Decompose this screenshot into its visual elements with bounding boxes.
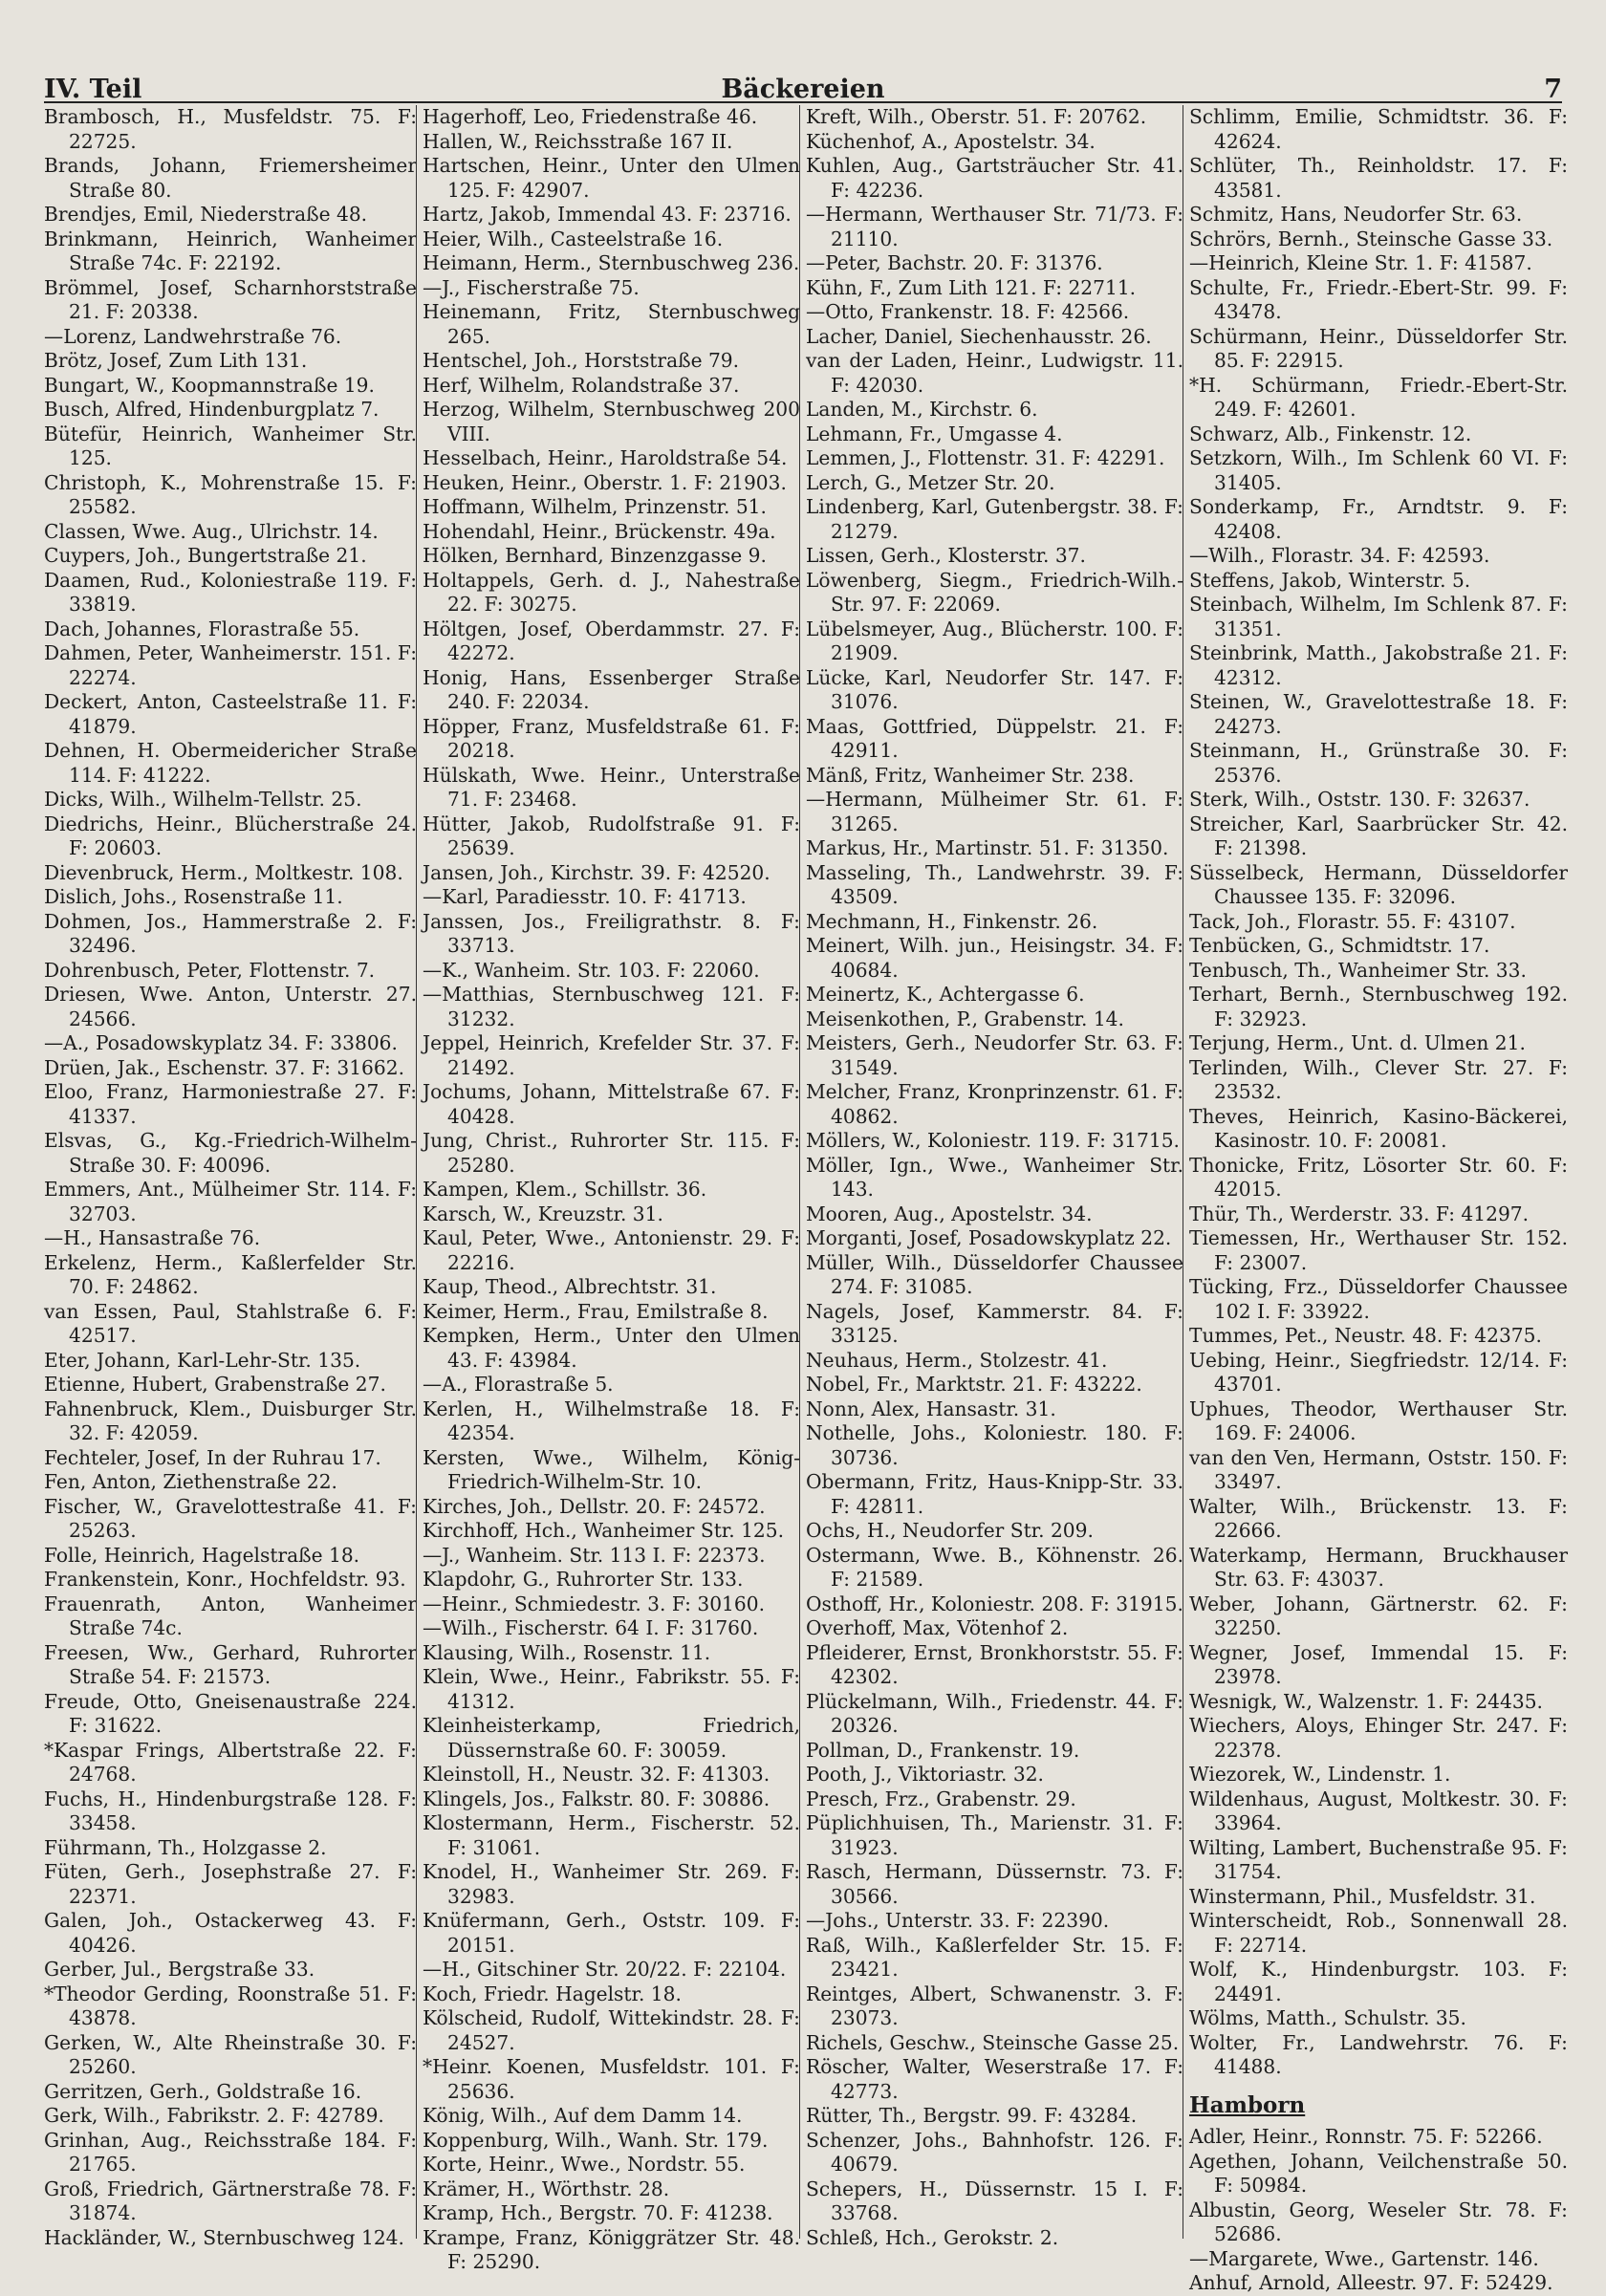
directory-entry: Fahnenbruck, Klem., Duisburger Str. 32. F: 42059. [44, 1397, 417, 1444]
directory-entry: Müller, Wilh., Düsseldorfer Chaussee 274. F: 31085. [806, 1250, 1183, 1298]
directory-entry: Walter, Wilh., Brückenstr. 13. F: 22666. [1189, 1494, 1568, 1542]
directory-entry: *H. Schürmann, Friedr.-Ebert-Str. 249. F: 42601. [1189, 373, 1568, 421]
directory-entry: van der Laden, Heinr., Ludwigstr. 11. F: 42030. [806, 349, 1183, 397]
directory-entry: Plückelmann, Wilh., Friedenstr. 44. F: 20326. [806, 1689, 1183, 1737]
directory-entry: Elsvas, G., Kg.-Friedrich-Wilhelm-Straße 30. F: 40096. [44, 1129, 417, 1177]
directory-entry: Jung, Christ., Ruhrorter Str. 115. F: 25280. [423, 1129, 800, 1177]
directory-entry: Kühn, F., Zum Lith 121. F: 22711. [806, 275, 1137, 299]
directory-entry: Nobel, Fr., Marktstr. 21. F: 43222. [806, 1373, 1142, 1396]
directory-entry: Fechteler, Josef, In der Ruhrau 17. [44, 1445, 381, 1469]
directory-entry: Rütter, Th., Bergstr. 99. F: 43284. [806, 2104, 1138, 2127]
directory-entry: Grinhan, Aug., Reichsstraße 184. F: 21765. [44, 2128, 417, 2176]
directory-entry: Heier, Wilh., Casteelstraße 16. [423, 227, 724, 250]
directory-entry: Pollman, D., Frankenstr. 19. [806, 1738, 1080, 1762]
directory-entry: Hohendahl, Heinr., Brückenstr. 49a. [423, 519, 776, 543]
directory-entry: —Lorenz, Landwehrstraße 76. [44, 324, 342, 348]
directory-entry: Tenbusch, Th., Wanheimer Str. 33. [1189, 958, 1527, 982]
directory-entry: —Peter, Bachstr. 20. F: 31376. [806, 251, 1103, 274]
column-1 [44, 105, 417, 2249]
directory-entry: Brömmel, Josef, Scharnhorststraße 21. F: 20338. [44, 275, 417, 323]
column-divider [799, 105, 800, 2239]
directory-entry: Freesen, Ww., Gerhard, Ruhrorter Straße 54. F: 21573. [44, 1640, 417, 1688]
directory-entry: Richels, Geschw., Steinsche Gasse 25. [806, 2030, 1180, 2054]
directory-entry: Diedrichs, Heinr., Blücherstraße 24. F: 20603. [44, 812, 417, 859]
directory-entry: Winstermann, Phil., Musfeldstr. 31. [1189, 1884, 1536, 1908]
directory-entry: Bütefür, Heinrich, Wanheimer Str. 125. [44, 422, 417, 469]
directory-entry: Heinemann, Fritz, Sternbuschweg 265. [423, 300, 800, 348]
directory-entry: Hütter, Jakob, Rudolfstraße 91. F: 25639. [423, 812, 800, 859]
directory-entry: Führmann, Th., Holzgasse 2. [44, 1835, 327, 1859]
directory-entry: Albustin, Georg, Weseler Str. 78. F: 52686. [1189, 2198, 1568, 2245]
directory-entry: Schenzer, Johs., Bahnhofstr. 126. F: 40679. [806, 2128, 1183, 2176]
directory-entry: Ochs, H., Neudorfer Str. 209. [806, 1519, 1094, 1542]
directory-entry: Erkelenz, Herm., Kaßlerfelder Str. 70. F: 24862. [44, 1250, 417, 1298]
directory-entry: Meinert, Wilh. jun., Heisingstr. 34. F: 40684. [806, 934, 1183, 982]
directory-entry: Wesnigk, W., Walzenstr. 1. F: 24435. [1189, 1689, 1543, 1713]
directory-entry: Uebing, Heinr., Siegfriedstr. 12/14. F: 43701. [1189, 1348, 1568, 1396]
directory-entry: Mooren, Aug., Apostelstr. 34. [806, 1202, 1093, 1225]
directory-entry: Driesen, Wwe. Anton, Unterstr. 27. 24566. [44, 983, 417, 1030]
directory-entry: Sterk, Wilh., Oststr. 130. F: 32637. [1189, 788, 1530, 811]
directory-entry: Pfleiderer, Ernst, Bronkhorststr. 55. F: 42302. [806, 1640, 1183, 1688]
directory-entry: —J., Fischerstraße 75. [423, 275, 640, 299]
directory-entry: —Wilh., Florastr. 34. F: 42593. [1189, 544, 1490, 567]
directory-entry: Frankenstein, Konr., Hochfeldstr. 93. [44, 1568, 406, 1591]
directory-entry: Kempken, Herm., Unter den Ulmen 43. F: 43984. [423, 1324, 800, 1372]
directory-entry: Overhoff, Max, Vötenhof 2. [806, 1616, 1069, 1639]
directory-entry: Hölken, Bernhard, Binzenzgasse 9. [423, 544, 767, 567]
directory-entry: —J., Wanheim. Str. 113 I. F: 22373. [423, 1543, 766, 1567]
directory-entry: Klingels, Jos., Falkstr. 80. F: 30886. [423, 1787, 770, 1810]
directory-entry: Gerber, Jul., Bergstraße 33. [44, 1958, 315, 1981]
directory-entry: Röscher, Walter, Weserstraße 17. F: 42773. [806, 2055, 1183, 2103]
directory-entry: —Karl, Paradiesstr. 10. F: 41713. [423, 885, 747, 908]
directory-entry: —H., Hansastraße 76. [44, 1226, 261, 1249]
directory-entry: Thonicke, Fritz, Lösorter Str. 60. F: 42015. [1189, 1153, 1568, 1201]
directory-entry: —Matthias, Sternbuschweg 121. F: 31232. [423, 983, 800, 1030]
directory-entry: Kaul, Peter, Wwe., Antonienstr. 29. F: 22216. [423, 1226, 800, 1274]
directory-entry: Brambosch, H., Musfeldstr. 75. F: 22725. [44, 105, 417, 153]
directory-entry: Steinen, W., Gravelottestraße 18. F: 24273. [1189, 690, 1568, 738]
directory-entry: Emmers, Ant., Mülheimer Str. 114. F: 32703. [44, 1178, 417, 1225]
directory-entry: Schrörs, Bernh., Steinsche Gasse 33. [1189, 227, 1553, 250]
directory-entry: Schlüter, Th., Reinholdstr. 17. F: 43581. [1189, 154, 1568, 202]
directory-entry: Streicher, Karl, Saarbrücker Str. 42. F: 21398. [1189, 812, 1568, 859]
directory-entry: Presch, Frz., Grabenstr. 29. [806, 1787, 1076, 1810]
directory-entry: Terlinden, Wilh., Clever Str. 27. F: 23532. [1189, 1055, 1568, 1103]
directory-entry: Krämer, H., Wörthstr. 28. [423, 2177, 670, 2200]
directory-entry: Tack, Joh., Florastr. 55. F: 43107. [1189, 909, 1516, 933]
directory-entry: Raß, Wilh., Kaßlerfelder Str. 15. F: 23421. [806, 1933, 1183, 1981]
directory-entry: Püplichhuisen, Th., Marienstr. 31. F: 31923. [806, 1811, 1183, 1859]
directory-entry: Korte, Heinr., Wwe., Nordstr. 55. [423, 2153, 746, 2176]
directory-entry: Koppenburg, Wilh., Wanh. Str. 179. [423, 2128, 769, 2152]
directory-entry: Möller, Ign., Wwe., Wanheimer Str. 143. [806, 1153, 1183, 1201]
directory-entry: Höltgen, Josef, Oberdammstr. 27. F: 42272. [423, 617, 800, 664]
directory-entry: Thür, Th., Werderstr. 33. F: 41297. [1189, 1202, 1530, 1225]
directory-entry: Uphues, Theodor, Werthauser Str. 169. F: 24006. [1189, 1397, 1568, 1444]
directory-entry: —Hermann, Mülheimer Str. 61. F: 31265. [806, 788, 1183, 835]
directory-entry: Deckert, Anton, Casteelstraße 11. F: 41879. [44, 690, 417, 738]
directory-entry: Osthoff, Hr., Koloniestr. 208. F: 31915. [806, 1592, 1183, 1615]
directory-entry: Jeppel, Heinrich, Krefelder Str. 37. F: 21492. [423, 1031, 800, 1079]
directory-entry: Höpper, Franz, Musfeldstraße 61. F: 20218. [423, 714, 800, 762]
directory-entry: Waterkamp, Hermann, Bruckhauser Str. 63. F: 43037. [1189, 1543, 1568, 1591]
directory-entry: Kerlen, H., Wilhelmstraße 18. F: 42354. [423, 1397, 800, 1444]
directory-entry: Jansen, Joh., Kirchstr. 39. F: 42520. [423, 860, 770, 884]
directory-entry: Hülskath, Wwe. Heinr., Unterstraße 71. F: 23468. [423, 763, 800, 811]
directory-entry: Schwarz, Alb., Finkenstr. 12. [1189, 422, 1472, 445]
directory-entry: Gerken, W., Alte Rheinstraße 30. F: 25260. [44, 2030, 417, 2078]
directory-entry: Schmitz, Hans, Neudorfer Str. 63. [1189, 203, 1523, 226]
column-3 [806, 105, 1183, 2249]
directory-entry: Sonderkamp, Fr., Arndtstr. 9. F: 42408. [1189, 495, 1568, 543]
directory-entry: Kirchhoff, Hch., Wanheimer Str. 125. [423, 1519, 785, 1542]
directory-entry: Koch, Friedr. Hagelstr. 18. [423, 1982, 682, 2005]
directory-entry: Schleß, Hch., Gerokstr. 2. [806, 2225, 1059, 2249]
directory-entry: Neuhaus, Herm., Stolzestr. 41. [806, 1348, 1108, 1372]
directory-entry: Wölms, Matth., Schulstr. 35. [1189, 2006, 1466, 2029]
directory-entry: Wolter, Fr., Landwehrstr. 76. F: 41488. [1189, 2030, 1568, 2078]
directory-entry: Lücke, Karl, Neudorfer Str. 147. F: 31076. [806, 665, 1183, 713]
directory-entry: Classen, Wwe. Aug., Ulrichstr. 14. [44, 519, 379, 543]
directory-entry: Steinbach, Wilhelm, Im Schlenk 87. F: 31351. [1189, 593, 1568, 640]
directory-entry: Klein, Wwe., Heinr., Fabrikstr. 55. F: 41312. [423, 1665, 800, 1713]
directory-entry: Wiezorek, W., Lindenstr. 1. [1189, 1763, 1451, 1786]
directory-entry: Frauenrath, Anton, Wanheimer Straße 74c. [44, 1592, 417, 1639]
directory-entry: Weber, Johann, Gärtnerstr. 62. F: 32250. [1189, 1592, 1568, 1639]
directory-entry: Tenbücken, G., Schmidtstr. 17. [1189, 934, 1490, 957]
directory-entry: Daamen, Rud., Koloniestraße 119. F: 33819. [44, 568, 417, 616]
directory-entry: Kuhlen, Aug., Gartsträucher Str. 41. F: 42236. [806, 154, 1183, 202]
directory-entry: Fischer, W., Gravelottestraße 41. F: 25263. [44, 1494, 417, 1542]
directory-entry: Lemmen, J., Flottenstr. 31. F: 42291. [806, 446, 1165, 469]
directory-entry: Janssen, Jos., Freiligrathstr. 8. F: 33713. [423, 909, 800, 957]
directory-entry: Kreft, Wilh., Oberstr. 51. F: 20762. [806, 105, 1147, 128]
directory-entry: Kramp, Hch., Bergstr. 70. F: 41238. [423, 2201, 773, 2224]
directory-entry: Krampe, Franz, Königgrätzer Str. 48. F: 25290. [423, 2225, 800, 2273]
directory-entry: Reintges, Albert, Schwanenstr. 3. F: 23073. [806, 1982, 1183, 2029]
directory-entry: Tücking, Frz., Düsseldorfer Chaussee 102 I. F: 33922. [1189, 1275, 1568, 1323]
directory-entry: Klapdohr, G., Ruhrorter Str. 133. [423, 1568, 744, 1591]
directory-entry: Tummes, Pet., Neustr. 48. F: 42375. [1189, 1324, 1542, 1347]
directory-entry: Füten, Gerh., Josephstraße 27. F: 22371. [44, 1860, 417, 1908]
directory-entry: Nonn, Alex, Hansastr. 31. [806, 1397, 1056, 1420]
directory-entry: Dehnen, H. Obermeidericher Straße 114. F: 41222. [44, 739, 417, 787]
directory-entry: Fuchs, H., Hindenburgstraße 128. F: 33458. [44, 1787, 417, 1834]
directory-entry: Dohmen, Jos., Hammerstraße 2. F: 32496. [44, 909, 417, 957]
directory-entry: —A., Florastraße 5. [423, 1373, 614, 1396]
directory-entry: Kirches, Joh., Dellstr. 20. F: 24572. [423, 1494, 766, 1518]
directory-entry: Obermann, Fritz, Haus-Knipp-Str. 33. F: 42811. [806, 1470, 1183, 1518]
directory-entry: Wiechers, Aloys, Ehinger Str. 247. F: 22378. [1189, 1714, 1568, 1762]
directory-entry: Freude, Otto, Gneisenaustraße 224. F: 31622. [44, 1689, 417, 1737]
directory-entry: Rasch, Hermann, Düssernstr. 73. F: 30566. [806, 1860, 1183, 1908]
directory-entry: Mechmann, H., Finkenstr. 26. [806, 909, 1098, 933]
directory-entry: Hackländer, W., Sternbuschweg 124. [44, 2225, 404, 2249]
directory-entry: Drüen, Jak., Eschenstr. 37. F: 31662. [44, 1055, 404, 1079]
directory-entry: Morganti, Josef, Posadowskyplatz 22. [806, 1226, 1172, 1249]
directory-entry: Terhart, Bernh., Sternbuschweg 192. F: 32923. [1189, 983, 1568, 1030]
directory-entry: Küchenhof, A., Apostelstr. 34. [806, 129, 1096, 153]
directory-entry: Gerritzen, Gerh., Goldstraße 16. [44, 2079, 362, 2103]
directory-entry: —Wilh., Fischerstr. 64 I. F: 31760. [423, 1616, 759, 1639]
directory-entry: Winterscheidt, Rob., Sonnenwall 28. F: 22714. [1189, 1909, 1568, 1957]
directory-entry: —H., Gitschiner Str. 20/22. F: 22104. [423, 1958, 787, 1981]
directory-entry: Adler, Heinr., Ronnstr. 75. F: 52266. [1189, 2125, 1543, 2148]
directory-entry: Anhuf, Arnold, Alleestr. 97. F: 52429. [1189, 2271, 1553, 2294]
directory-entry: Groß, Friedrich, Gärtnerstraße 78. F: 31874. [44, 2177, 417, 2224]
directory-entry: *Kaspar Frings, Albertstraße 22. F: 24768. [44, 1738, 417, 1786]
directory-entry: Heuken, Heinr., Oberstr. 1. F: 21903. [423, 470, 787, 494]
directory-entry: Galen, Joh., Ostackerweg 43. F: 40426. [44, 1909, 417, 1957]
directory-entry: Nothelle, Johs., Koloniestr. 180. F: 30736. [806, 1421, 1183, 1469]
directory-entry: Hartz, Jakob, Immendal 43. F: 23716. [423, 203, 792, 226]
directory-entry: Brands, Johann, Friemersheimer Straße 80. [44, 154, 417, 202]
directory-entry: Steffens, Jakob, Winterstr. 5. [1189, 568, 1471, 592]
directory-entry: Klostermann, Herm., Fischerstr. 52. F: 31061. [423, 1811, 800, 1859]
directory-entry: Bungart, W., Koopmannstraße 19. [44, 373, 375, 397]
directory-entry: Steinbrink, Matth., Jakobstraße 21. F: 42312. [1189, 641, 1568, 689]
directory-entry: Schulte, Fr., Friedr.-Ebert-Str. 99. F: 43478. [1189, 275, 1568, 323]
directory-entry: Honig, Hans, Essenberger Straße 240. F: 22034. [423, 665, 800, 713]
directory-entry: Kölscheid, Rudolf, Wittekindstr. 28. F: 24527. [423, 2006, 800, 2054]
directory-entry: Cuypers, Joh., Bungertstraße 21. [44, 544, 367, 567]
directory-entry: Klausing, Wilh., Rosenstr. 11. [423, 1640, 711, 1664]
page-title: Bäckereien [721, 75, 885, 104]
directory-entry: Christoph, K., Mohrenstraße 15. F: 25582. [44, 470, 417, 518]
directory-entry: Holtappels, Gerh. d. J., Nahestraße 22. F: 30275. [423, 568, 800, 616]
directory-entry: Herzog, Wilhelm, Sternbuschweg 200 VIII. [423, 398, 800, 445]
directory-entry: Schürmann, Heinr., Düsseldorfer Str. 85. F: 22915. [1189, 324, 1568, 372]
directory-entry: Theves, Heinrich, Kasino-Bäckerei, Kasinostr. 10. F: 20081. [1189, 1104, 1568, 1152]
directory-entry: Landen, M., Kirchstr. 6. [806, 398, 1038, 421]
directory-entry: Brötz, Josef, Zum Lith 131. [44, 349, 308, 372]
directory-entry: Terjung, Herm., Unt. d. Ulmen 21. [1189, 1031, 1526, 1054]
directory-entry: Lerch, G., Metzer Str. 20. [806, 470, 1055, 494]
directory-entry: Hartschen, Heinr., Unter den Ulmen 125. F: 42907. [423, 154, 800, 202]
directory-entry: Dach, Johannes, Florastraße 55. [44, 617, 360, 640]
directory-entry: Möllers, W., Koloniestr. 119. F: 31715. [806, 1129, 1180, 1152]
column-divider [416, 105, 417, 2239]
directory-entry: Keimer, Herm., Frau, Emilstraße 8. [423, 1299, 769, 1323]
directory-entry: Süsselbeck, Hermann, Düsseldorfer Chaussee 135. F: 32096. [1189, 860, 1568, 908]
directory-entry: Hallen, W., Reichsstraße 167 II. [423, 129, 733, 153]
directory-entry: Wildenhaus, August, Moltkestr. 30. F: 33964. [1189, 1787, 1568, 1834]
directory-entry: Meisenkothen, P., Grabenstr. 14. [806, 1007, 1124, 1030]
directory-entry: Meisters, Gerh., Neudorfer Str. 63. F: 31549. [806, 1031, 1183, 1079]
directory-entry: Pooth, J., Viktoriastr. 32. [806, 1763, 1044, 1786]
directory-entry: Eloo, Franz, Harmoniestraße 27. F: 41337. [44, 1080, 417, 1128]
directory-entry: Knodel, H., Wanheimer Str. 269. F: 32983. [423, 1860, 800, 1908]
directory-entry: Dievenbruck, Herm., Moltkestr. 108. [44, 860, 403, 884]
directory-entry: Hagerhoff, Leo, Friedenstraße 46. [423, 105, 758, 128]
directory-entry: Wegner, Josef, Immendal 15. F: 23978. [1189, 1640, 1568, 1688]
directory-entry: Dahmen, Peter, Wanheimerstr. 151. F: 22274. [44, 641, 417, 689]
directory-entry: *Theodor Gerding, Roonstraße 51. F: 43878. [44, 1982, 417, 2029]
directory-entry: Lacher, Daniel, Siechenhausstr. 26. [806, 324, 1152, 348]
directory-entry: Etienne, Hubert, Grabenstraße 27. [44, 1373, 386, 1396]
directory-entry: —Margarete, Wwe., Gartenstr. 146. [1189, 2246, 1539, 2270]
directory-entry: Gerk, Wilh., Fabrikstr. 2. F: 42789. [44, 2104, 384, 2127]
column-2 [423, 105, 800, 2273]
directory-entry: Folle, Heinrich, Hagelstraße 18. [44, 1543, 360, 1567]
directory-entry: Fen, Anton, Ziethenstraße 22. [44, 1470, 337, 1493]
directory-columns [44, 105, 1568, 2294]
page-number: 7 [1544, 75, 1562, 104]
directory-entry: Kleinstoll, H., Neustr. 32. F: 41303. [423, 1763, 770, 1786]
directory-entry: Steinmann, H., Grünstraße 30. F: 25376. [1189, 739, 1568, 787]
directory-entry: Dicks, Wilh., Wilhelm-Tellstr. 25. [44, 788, 362, 811]
directory-entry: —Hermann, Werthauser Str. 71/73. F: 21110. [806, 203, 1183, 250]
directory-entry: Dislich, Johs., Rosenstraße 11. [44, 885, 343, 908]
directory-entry: —Johs., Unterstr. 33. F: 22390. [806, 1909, 1110, 1932]
directory-entry: Hesselbach, Heinr., Haroldstraße 54. [423, 446, 788, 469]
directory-entry: Ostermann, Wwe. B., Köhnenstr. 26. F: 21589. [806, 1543, 1183, 1591]
directory-entry: —Heinrich, Kleine Str. 1. F: 41587. [1189, 251, 1532, 274]
directory-entry: van den Ven, Hermann, Oststr. 150. F: 33497. [1189, 1445, 1568, 1493]
part-label: IV. Teil [44, 75, 142, 104]
directory-entry: Lübelsmeyer, Aug., Blücherstr. 100. F: 21909. [806, 617, 1183, 664]
directory-entry: Lissen, Gerh., Klosterstr. 37. [806, 544, 1086, 567]
directory-entry: —Heinr., Schmiedestr. 3. F: 30160. [423, 1592, 765, 1615]
directory-entry: Lindenberg, Karl, Gutenbergstr. 38. F: 21279. [806, 495, 1183, 543]
directory-entry: Kleinheisterkamp, Friedrich, Düssernstraße 60. F: 30059. [423, 1714, 800, 1762]
directory-entry: —A., Posadowskyplatz 34. F: 33806. [44, 1031, 398, 1054]
directory-entry: Tiemessen, Hr., Werthauser Str. 152. F: 23007. [1189, 1226, 1568, 1274]
directory-entry: Jochums, Johann, Mittelstraße 67. F: 40428. [423, 1080, 800, 1128]
header-rule [44, 101, 1562, 103]
directory-entry: Mänß, Fritz, Wanheimer Str. 238. [806, 763, 1135, 787]
column-4 [1189, 105, 1568, 2294]
directory-entry: Karsch, W., Kreuzstr. 31. [423, 1202, 663, 1225]
directory-entry: Hentschel, Joh., Horststraße 79. [423, 349, 740, 372]
directory-entry: —Otto, Frankenstr. 18. F: 42566. [806, 300, 1130, 323]
directory-entry: Schepers, H., Düssernstr. 15 I. F: 33768. [806, 2177, 1183, 2224]
section-heading-hamborn: Hamborn [1189, 2091, 1306, 2118]
directory-entry: Hoffmann, Wilhelm, Prinzenstr. 51. [423, 495, 767, 518]
directory-entry: Meinertz, K., Achtergasse 6. [806, 983, 1085, 1006]
directory-entry: Eter, Johann, Karl-Lehr-Str. 135. [44, 1348, 361, 1372]
directory-entry: Setzkorn, Wilh., Im Schlenk 60 VI. F: 31405. [1189, 446, 1568, 494]
directory-entry: Markus, Hr., Martinstr. 51. F: 31350. [806, 836, 1169, 859]
directory-entry: Knüfermann, Gerh., Oststr. 109. F: 20151. [423, 1909, 800, 1957]
directory-entry: van Essen, Paul, Stahlstraße 6. F: 42517. [44, 1299, 417, 1347]
directory-entry: Wilting, Lambert, Buchenstraße 95. F: 31754. [1189, 1835, 1568, 1883]
directory-entry: Melcher, Franz, Kronprinzenstr. 61. F: 40862. [806, 1080, 1183, 1128]
directory-entry: Wolf, K., Hindenburgstr. 103. F: 24491. [1189, 1958, 1568, 2005]
directory-entry: *Heinr. Koenen, Musfeldstr. 101. F: 25636. [423, 2055, 800, 2103]
directory-entry: Herf, Wilhelm, Rolandstraße 37. [423, 373, 740, 397]
directory-entry: König, Wilh., Auf dem Damm 14. [423, 2104, 743, 2127]
directory-entry: Masseling, Th., Landwehrstr. 39. F: 43509. [806, 860, 1183, 908]
directory-entry: —K., Wanheim. Str. 103. F: 22060. [423, 958, 760, 982]
directory-entry: Agethen, Johann, Veilchenstraße 50. F: 50984. [1189, 2149, 1568, 2197]
directory-entry: Löwenberg, Siegm., Friedrich-Wilh.-Str. 97. F: 22069. [806, 568, 1183, 616]
directory-entry: Heimann, Herm., Sternbuschweg 236. [423, 251, 800, 274]
directory-entry: Nagels, Josef, Kammerstr. 84. F: 33125. [806, 1299, 1183, 1347]
directory-entry: Kampen, Klem., Schillstr. 36. [423, 1178, 707, 1201]
directory-entry: Dohrenbusch, Peter, Flottenstr. 7. [44, 958, 376, 982]
directory-entry: Lehmann, Fr., Umgasse 4. [806, 422, 1063, 445]
directory-entry: Kaup, Theod., Albrechtstr. 31. [423, 1275, 717, 1298]
directory-entry: Schlimm, Emilie, Schmidtstr. 36. F: 42624. [1189, 105, 1568, 153]
directory-entry: Brendjes, Emil, Niederstraße 48. [44, 203, 368, 226]
directory-entry: Maas, Gottfried, Düppelstr. 21. F: 42911. [806, 714, 1183, 762]
directory-entry: Busch, Alfred, Hindenburgplatz 7. [44, 398, 380, 421]
directory-entry: Kersten, Wwe., Wilhelm, König-Friedrich-Wilhelm-Str. 10. [423, 1445, 800, 1493]
directory-entry: Brinkmann, Heinrich, Wanheimer Straße 74c. F: 22192. [44, 227, 417, 274]
